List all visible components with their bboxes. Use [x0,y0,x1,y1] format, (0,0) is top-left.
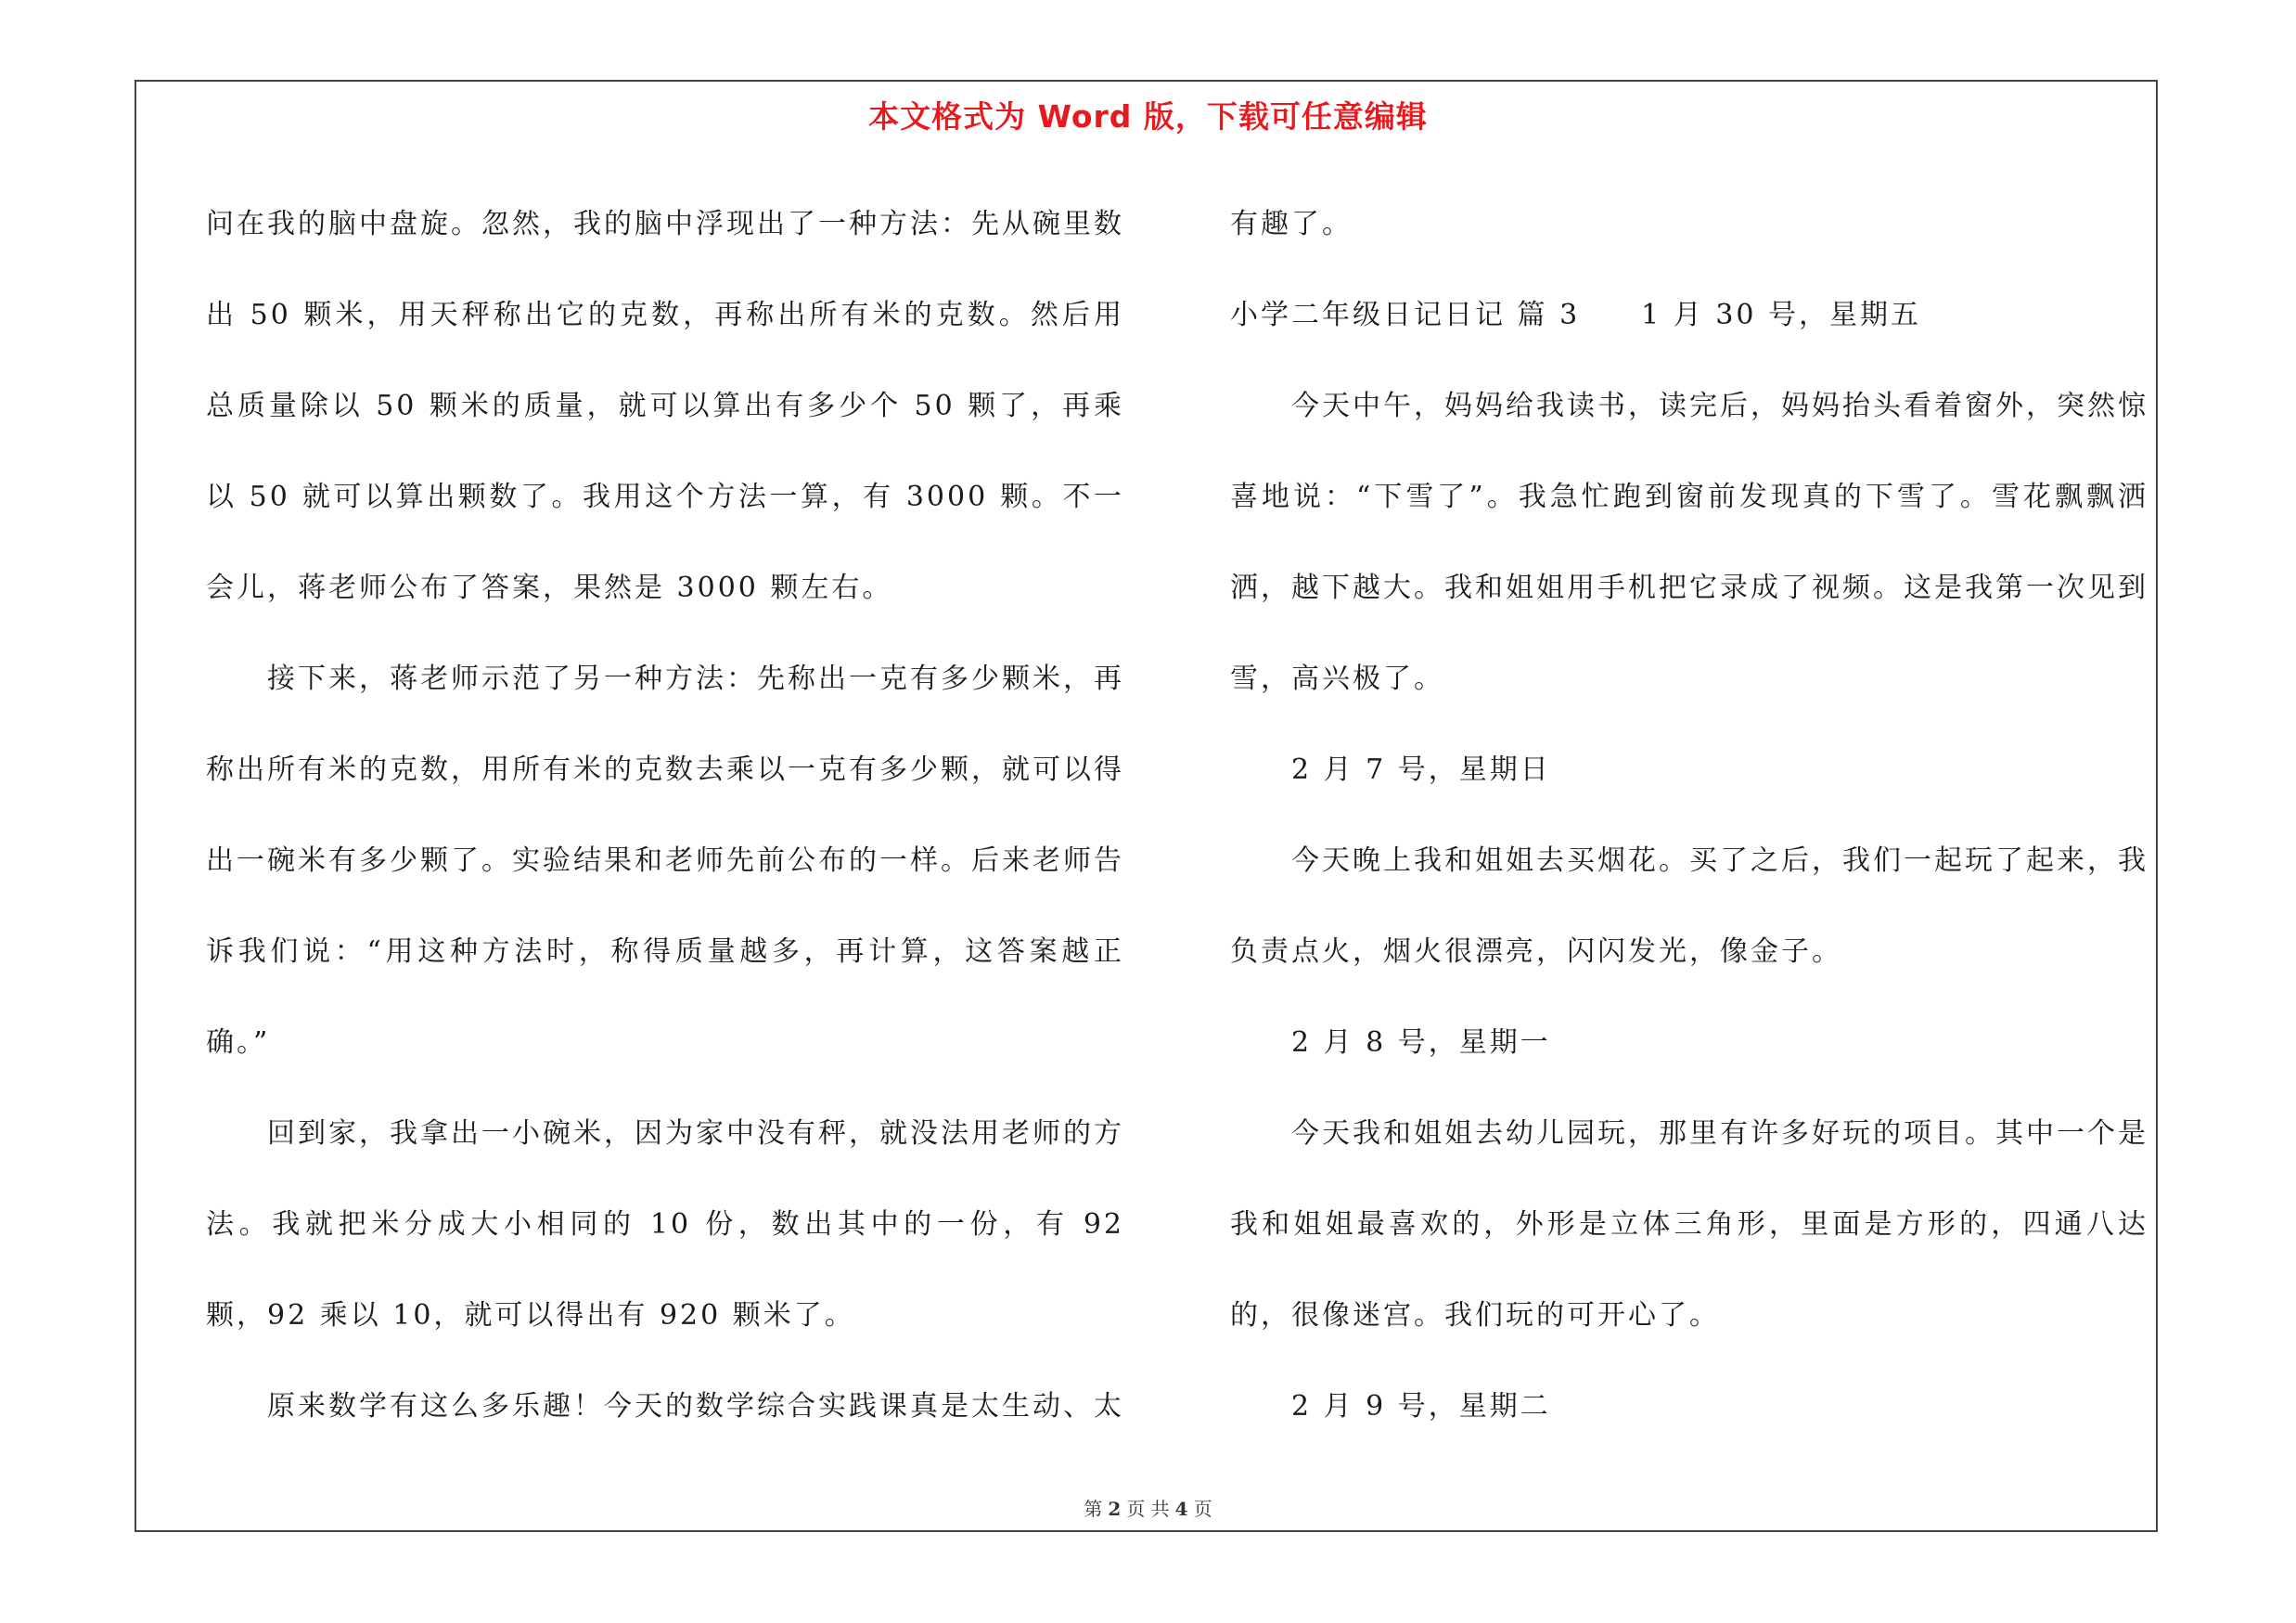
date-heading-feb-8: 2 月 8 号，星期一 [1291,1026,1551,1059]
footer-suffix: 页 [1193,1498,1212,1520]
page-footer [0,1494,2296,1521]
left-paragraph-1: 问在我的脑中盘旋。忽然，我的脑中浮现出了一种方法：先从碗里数出 50 颗米，用天秤称出它的克数，再称出所有米的克数。然后用总质量除以 50 颗米的质量，就可以算出有多少个 50 颗了，再乘以 50 就可以算出颗数了。我用这个方法一算，有 3000 颗。不一会儿，蒋老师公布了答案，果然是 3000 颗左右。 [206,208,1124,604]
date-heading-feb-9: 2 月 9 号，星期二 [1291,1390,1551,1423]
date-heading-feb-7: 2 月 7 号，星期日 [1291,754,1551,786]
diary-entry-heading: 小学二年级日记日记 篇 3 1 月 30 号，星期五 [1230,299,1922,331]
left-column [206,179,1124,1452]
right-paragraph-3: 今天中午，妈妈给我读书，读完后，妈妈抬头看着窗外，突然惊喜地说：“下雪了”。我急忙跑到窗前发现真的下雪了。雪花飘飘洒洒，越下越大。我和姐姐用手机把它录成了视频。这是我第一次见到雪，高兴极了。 [1230,390,2148,695]
footer-current-page: 2 [1108,1498,1122,1520]
footer-prefix: 第 [1084,1498,1103,1520]
left-paragraph-4: 原来数学有这么多乐趣！今天的数学综合实践课真是太生动、太 [267,1390,1124,1423]
left-paragraph-2: 接下来，蒋老师示范了另一种方法：先称出一克有多少颗米，再称出所有米的克数，用所有米的克数去乘以一克有多少颗，就可以得出一碗米有多少颗了。实验结果和老师先前公布的一样。后来老师告诉我们说：“用这种方法时，称得质量越多，再计算，这答案越正确。” [206,663,1124,1059]
header-banner: 本文格式为 Word 版，下载可任意编辑 [868,98,1428,135]
right-paragraph-7: 今天我和姐姐去幼儿园玩，那里有许多好玩的项目。其中一个是我和姐姐最喜欢的，外形是立体三角形，里面是方形的，四通八达的，很像迷宫。我们玩的可开心了。 [1230,1117,2148,1332]
footer-total-pages: 4 [1174,1498,1188,1520]
left-paragraph-3: 回到家，我拿出一小碗米，因为家中没有秤，就没法用老师的方法。我就把米分成大小相同的 10 份，数出其中的一份，有 92 颗，92 乘以 10，就可以得出有 920 颗米了。 [206,1117,1124,1332]
right-paragraph-5: 今天晚上我和姐姐去买烟花。买了之后，我们一起玩了起来，我负责点火，烟火很漂亮，闪闪发光，像金子。 [1230,844,2148,968]
right-paragraph-1: 有趣了。 [1230,208,1353,240]
footer-middle: 页 共 [1126,1498,1170,1520]
right-column [1230,179,2148,1452]
